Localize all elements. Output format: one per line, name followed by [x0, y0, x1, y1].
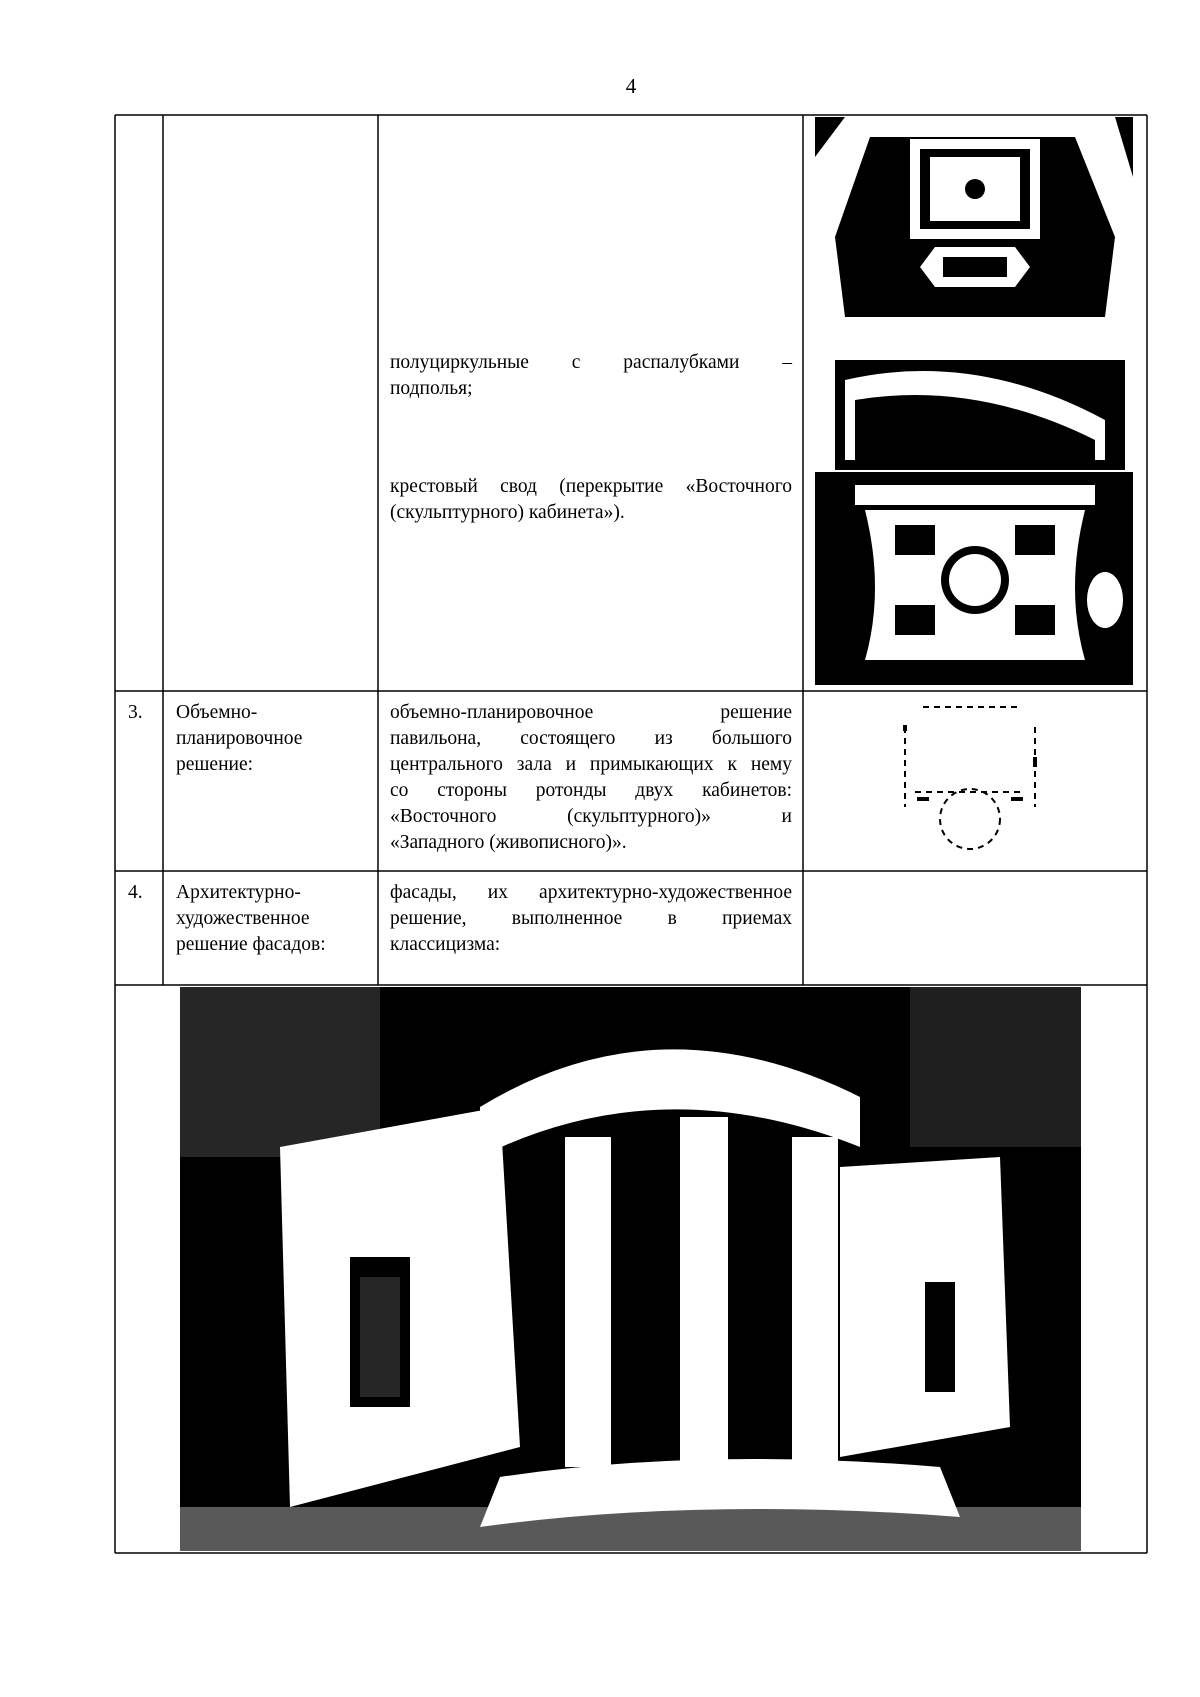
- row3-label-line: решение:: [176, 754, 254, 775]
- row1-text-a: полуциркульные с распалубками –: [390, 352, 792, 373]
- row3-desc-line: «Восточного (скульптурного)» и: [390, 806, 792, 827]
- row1-text-d: (скульптурного) кабинета»).: [390, 502, 625, 523]
- row3-desc-line: объемно-планировочное решение: [390, 702, 792, 723]
- row3-label-line: планировочное: [176, 728, 303, 749]
- facade-photo: [180, 987, 1081, 1551]
- row4-desc-line: фасады, их архитектурно-художественное: [390, 882, 792, 903]
- page-number: 4: [625, 74, 637, 98]
- row1-text-b: подполья;: [390, 378, 473, 399]
- row3-desc-line: со стороны ротонды двух кабинетов:: [390, 780, 792, 801]
- row3-number: 3.: [128, 702, 143, 723]
- row4-label-line: Архитектурно-: [176, 882, 301, 903]
- row3-description: [390, 700, 792, 856]
- row3-label: [176, 700, 366, 778]
- row4-number: 4.: [128, 882, 143, 903]
- row3-desc-line: «Западного (живописного)».: [390, 832, 627, 853]
- row4-desc-line: классицизма:: [390, 934, 501, 955]
- row3-desc-line: центрального зала и примыкающих к нему: [390, 754, 792, 775]
- row4-label-line: художественное: [176, 908, 310, 929]
- cross-vault-photo: [815, 360, 1133, 685]
- row3-desc-line: павильона, состоящего из большого: [390, 728, 792, 749]
- floor-plan-image: [895, 697, 1045, 861]
- row1-text-c: крестовый свод (перекрытие «Восточного: [390, 476, 792, 497]
- ceiling-photo: [815, 117, 1133, 331]
- row4-description: [390, 880, 792, 958]
- row4-label-line: решение фасадов:: [176, 934, 326, 955]
- row4-desc-line: решение, выполненное в приемах: [390, 908, 792, 929]
- row3-label-line: Объемно-: [176, 702, 258, 723]
- row4-label: [176, 880, 366, 958]
